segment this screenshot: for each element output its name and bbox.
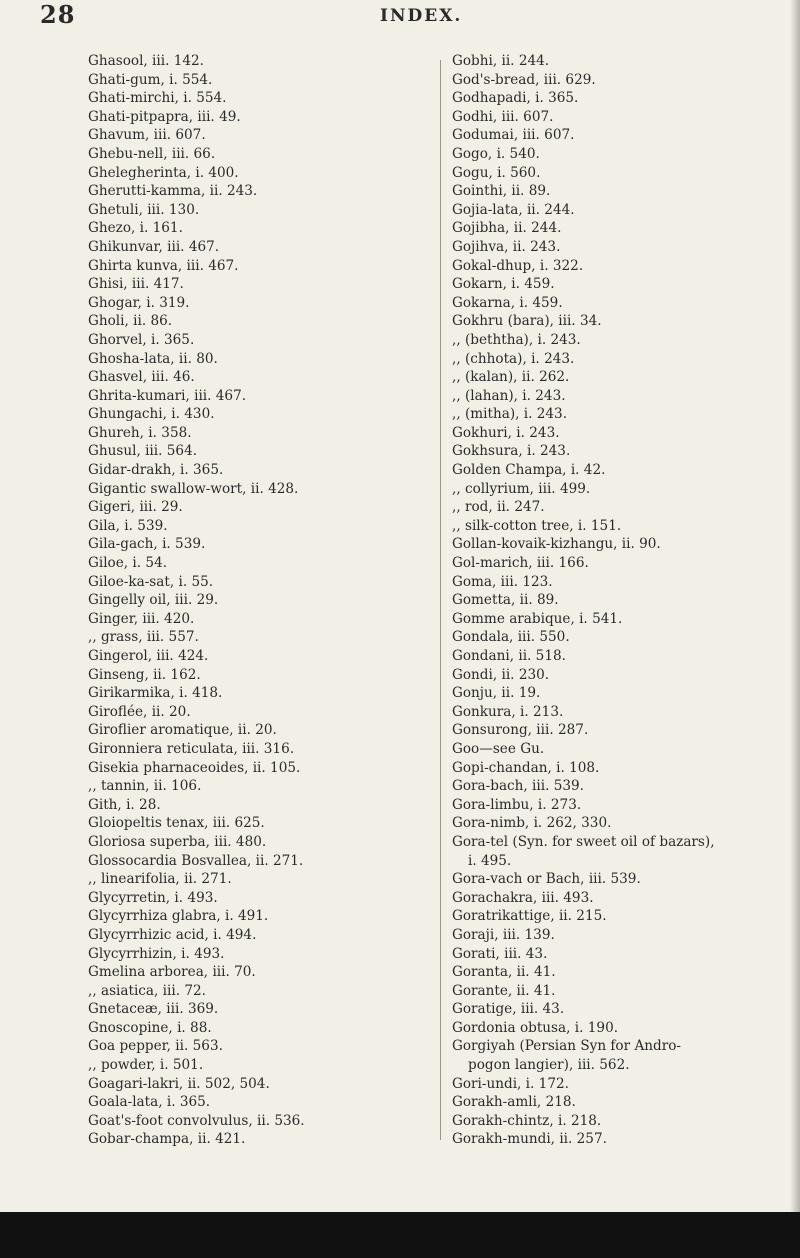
index-entry: Gingelly oil, iii. 29. — [88, 592, 219, 609]
index-entry: Gometta, ii. 89. — [452, 592, 559, 609]
index-entry: Gorachakra, iii. 493. — [452, 889, 594, 906]
index-entry: Gokarn, i. 459. — [452, 276, 555, 293]
index-entry: Gorakh-chintz, i. 218. — [452, 1112, 602, 1129]
index-entry: Golden Champa, i. 42. — [452, 462, 606, 479]
index-entry: Gidar-drakh, i. 365. — [88, 462, 224, 479]
index-entry: Gopi-chandan, i. 108. — [452, 759, 600, 776]
index-entry: Goala-lata, i. 365. — [88, 1094, 211, 1111]
index-entry: Gith, i. 28. — [88, 796, 161, 813]
index-entry: Ghelegherinta, i. 400. — [88, 164, 239, 181]
index-entry: Ghati-pitpapra, iii. 49. — [88, 108, 241, 125]
index-entry: Gigantic swallow-wort, ii. 428. — [88, 480, 299, 497]
index-entry: ,, rod, ii. 247. — [452, 499, 545, 516]
index-entry: Gorati, iii. 43. — [452, 945, 548, 962]
index-entry: Glycyrretin, i. 493. — [88, 889, 218, 906]
bottom-scan-band — [0, 1212, 800, 1258]
index-entry: Ghati-gum, i. 554. — [88, 71, 213, 88]
index-entry: Ghureh, i. 358. — [88, 424, 192, 441]
index-entry: Glycyrrhiza glabra, i. 491. — [88, 908, 269, 925]
index-entry: Ghisi, iii. 417. — [88, 276, 184, 293]
index-entry: Gomme arabique, i. 541. — [452, 610, 623, 627]
index-entry: Gigeri, iii. 29. — [88, 499, 183, 516]
index-entry: Gora-limbu, i. 273. — [452, 796, 582, 813]
index-entry: Ghirta kunva, iii. 467. — [88, 257, 239, 274]
index-entry: ,, (kalan), ii. 262. — [452, 369, 570, 386]
index-entry: Ghogar, i. 319. — [88, 294, 190, 311]
index-entry: Ghikunvar, iii. 467. — [88, 238, 220, 255]
index-entry: Gmelina arborea, iii. 70. — [88, 964, 256, 981]
index-entry: Gojibha, ii. 244. — [452, 220, 562, 237]
index-entry: Gila, i. 539. — [88, 517, 168, 534]
column-rule — [440, 60, 441, 1140]
index-entry: ,, (mitha), i. 243. — [452, 406, 568, 423]
index-entry: ,, silk-cotton tree, i. 151. — [452, 517, 622, 534]
index-entry: ,, (chhota), i. 243. — [452, 350, 575, 367]
index-entry: Godhi, iii. 607. — [452, 108, 554, 125]
left-column — [88, 52, 438, 1149]
index-entry: Gnoscopine, i. 88. — [88, 1019, 212, 1036]
index-entry: Gordonia obtusa, i. 190. — [452, 1019, 619, 1036]
index-entry: Ghasvel, iii. 46. — [88, 369, 195, 386]
index-entry: God's-bread, iii. 629. — [452, 71, 596, 88]
index-entry: ,, collyrium, iii. 499. — [452, 480, 591, 497]
index-entry: Gorakh-amli, 218. — [452, 1094, 576, 1111]
index-entry: Ghrita-kumari, iii. 467. — [88, 387, 247, 404]
index-entry: Gojia-lata, ii. 244. — [452, 201, 575, 218]
index-entry: Gorakh-mundi, ii. 257. — [452, 1131, 607, 1148]
index-entry: Goratrikattige, ii. 215. — [452, 908, 607, 925]
index-entry: Godhapadi, i. 365. — [452, 90, 579, 107]
index-entry: Giloe, i. 54. — [88, 555, 168, 572]
index-entry: Goraji, iii. 139. — [452, 926, 555, 943]
running-head: INDEX. — [380, 6, 463, 26]
index-entry: Goma, iii. 123. — [452, 573, 553, 590]
index-entry: Godumai, iii. 607. — [452, 127, 575, 144]
index-entry: Giroflée, ii. 20. — [88, 703, 191, 720]
index-entry: ,, (lahan), i. 243. — [452, 387, 566, 404]
index-entry: Ghavum, iii. 607. — [88, 127, 206, 144]
index-entry: Goo—see Gu. — [452, 740, 545, 757]
index-entry: Gokhsura, i. 243. — [452, 443, 571, 460]
index-entry: Gogo, i. 540. — [452, 145, 540, 162]
index-entry: Gori-undi, i. 172. — [452, 1075, 569, 1092]
index-entry: Goa pepper, ii. 563. — [88, 1038, 223, 1055]
index-entry: Goranta, ii. 41. — [452, 964, 556, 981]
index-entry: Gonsurong, iii. 287. — [452, 722, 589, 739]
index-entry: Gobhi, ii. 244. — [452, 53, 550, 69]
index-entry: Gonkura, i. 213. — [452, 703, 564, 720]
index-entry: Gondi, ii. 230. — [452, 666, 550, 683]
index-entry: Glycyrrhizic acid, i. 494. — [88, 926, 257, 943]
index-entry: Gora-bach, iii. 539. — [452, 778, 585, 795]
index-entry: Ghungachi, i. 430. — [88, 406, 215, 423]
index-entry: Gointhi, ii. 89. — [452, 183, 551, 200]
index-entry: Gnetaceæ, iii. 369. — [88, 1001, 219, 1018]
index-entry: Gholi, ii. 86. — [88, 313, 173, 330]
index-entry: Girikarmika, i. 418. — [88, 685, 223, 702]
index-entry: Ghebu-nell, iii. 66. — [88, 145, 216, 162]
index-entry: Gorante, ii. 41. — [452, 982, 556, 999]
index-entry: Gila-gach, i. 539. — [88, 536, 206, 553]
index-entry: Gojihva, ii. 243. — [452, 238, 561, 255]
right-column — [452, 52, 792, 1149]
index-entry: Gobar-champa, ii. 421. — [88, 1131, 246, 1148]
index-entry: Ghosha-lata, ii. 80. — [88, 350, 218, 367]
index-entry: Gonju, ii. 19. — [452, 685, 541, 702]
index-entry: Glycyrrhizin, i. 493. — [88, 945, 225, 962]
index-entry: Ghezo, i. 161. — [88, 220, 183, 237]
index-entry: Gironniera reticulata, iii. 316. — [88, 740, 295, 757]
index-entry: ,, tannin, ii. 106. — [88, 778, 202, 795]
index-entry: Giroflier aromatique, ii. 20. — [88, 722, 277, 739]
index-entry: Ghati-mirchi, i. 554. — [88, 90, 227, 107]
index-entry: Gherutti-kamma, ii. 243. — [88, 183, 258, 200]
index-entry: Ginger, iii. 420. — [88, 610, 195, 627]
index-entry: Gokhuri, i. 243. — [452, 424, 560, 441]
index-entry: ,, asiatica, iii. 72. — [88, 982, 206, 999]
index-entry: Gogu, i. 560. — [452, 164, 541, 181]
index-entry: ,, powder, i. 501. — [88, 1057, 204, 1074]
index-entry: Goagari-lakri, ii. 502, 504. — [88, 1075, 270, 1092]
index-entry: ,, (beththa), i. 243. — [452, 331, 581, 348]
index-entry: pogon langier), iii. 562. — [468, 1057, 630, 1074]
index-entry: Gol-marich, iii. 166. — [452, 555, 589, 572]
index-entry: ,, grass, iii. 557. — [88, 629, 199, 646]
index-entry: Giloe-ka-sat, i. 55. — [88, 573, 214, 590]
index-entry: Gisekia pharnaceoides, ii. 105. — [88, 759, 301, 776]
index-entry: Goratige, iii. 43. — [452, 1001, 565, 1018]
index-entry: Gollan-kovaik-kizhangu, ii. 90. — [452, 536, 661, 553]
index-entry: Gora-nimb, i. 262, 330. — [452, 815, 612, 832]
index-entry: Gora-tel (Syn. for sweet oil of bazars), — [452, 833, 715, 850]
index-entry: Gokal-dhup, i. 322. — [452, 257, 584, 274]
index-entry: Gokhru (bara), iii. 34. — [452, 313, 602, 330]
index-entry: Gokarna, i. 459. — [452, 294, 563, 311]
index-entry: Ghetuli, iii. 130. — [88, 201, 200, 218]
index-entry: ,, linearifolia, ii. 271. — [88, 871, 232, 888]
index-entry: Glossocardia Bosvallea, ii. 271. — [88, 852, 304, 869]
index-entry: Ghorvel, i. 365. — [88, 331, 195, 348]
index-entry: Gondani, ii. 518. — [452, 648, 566, 664]
index-entry: Ginseng, ii. 162. — [88, 666, 201, 683]
right-scan-shadow — [790, 0, 800, 1212]
index-entry: Ghasool, iii. 142. — [88, 53, 205, 69]
index-entry: Gloiopeltis tenax, iii. 625. — [88, 815, 265, 832]
page-number: 28 — [40, 0, 76, 29]
index-entry: i. 495. — [468, 852, 512, 869]
index-entry: Ghusul, iii. 564. — [88, 443, 198, 460]
index-entry: Goat's-foot convolvulus, ii. 536. — [88, 1112, 305, 1129]
index-entry: Gloriosa superba, iii. 480. — [88, 833, 267, 850]
index-entry: Gondala, iii. 550. — [452, 629, 570, 646]
index-entry: Gingerol, iii. 424. — [88, 648, 209, 664]
index-entry: Gorgiyah (Persian Syn for Andro- — [452, 1038, 681, 1055]
index-entry: Gora-vach or Bach, iii. 539. — [452, 871, 641, 888]
